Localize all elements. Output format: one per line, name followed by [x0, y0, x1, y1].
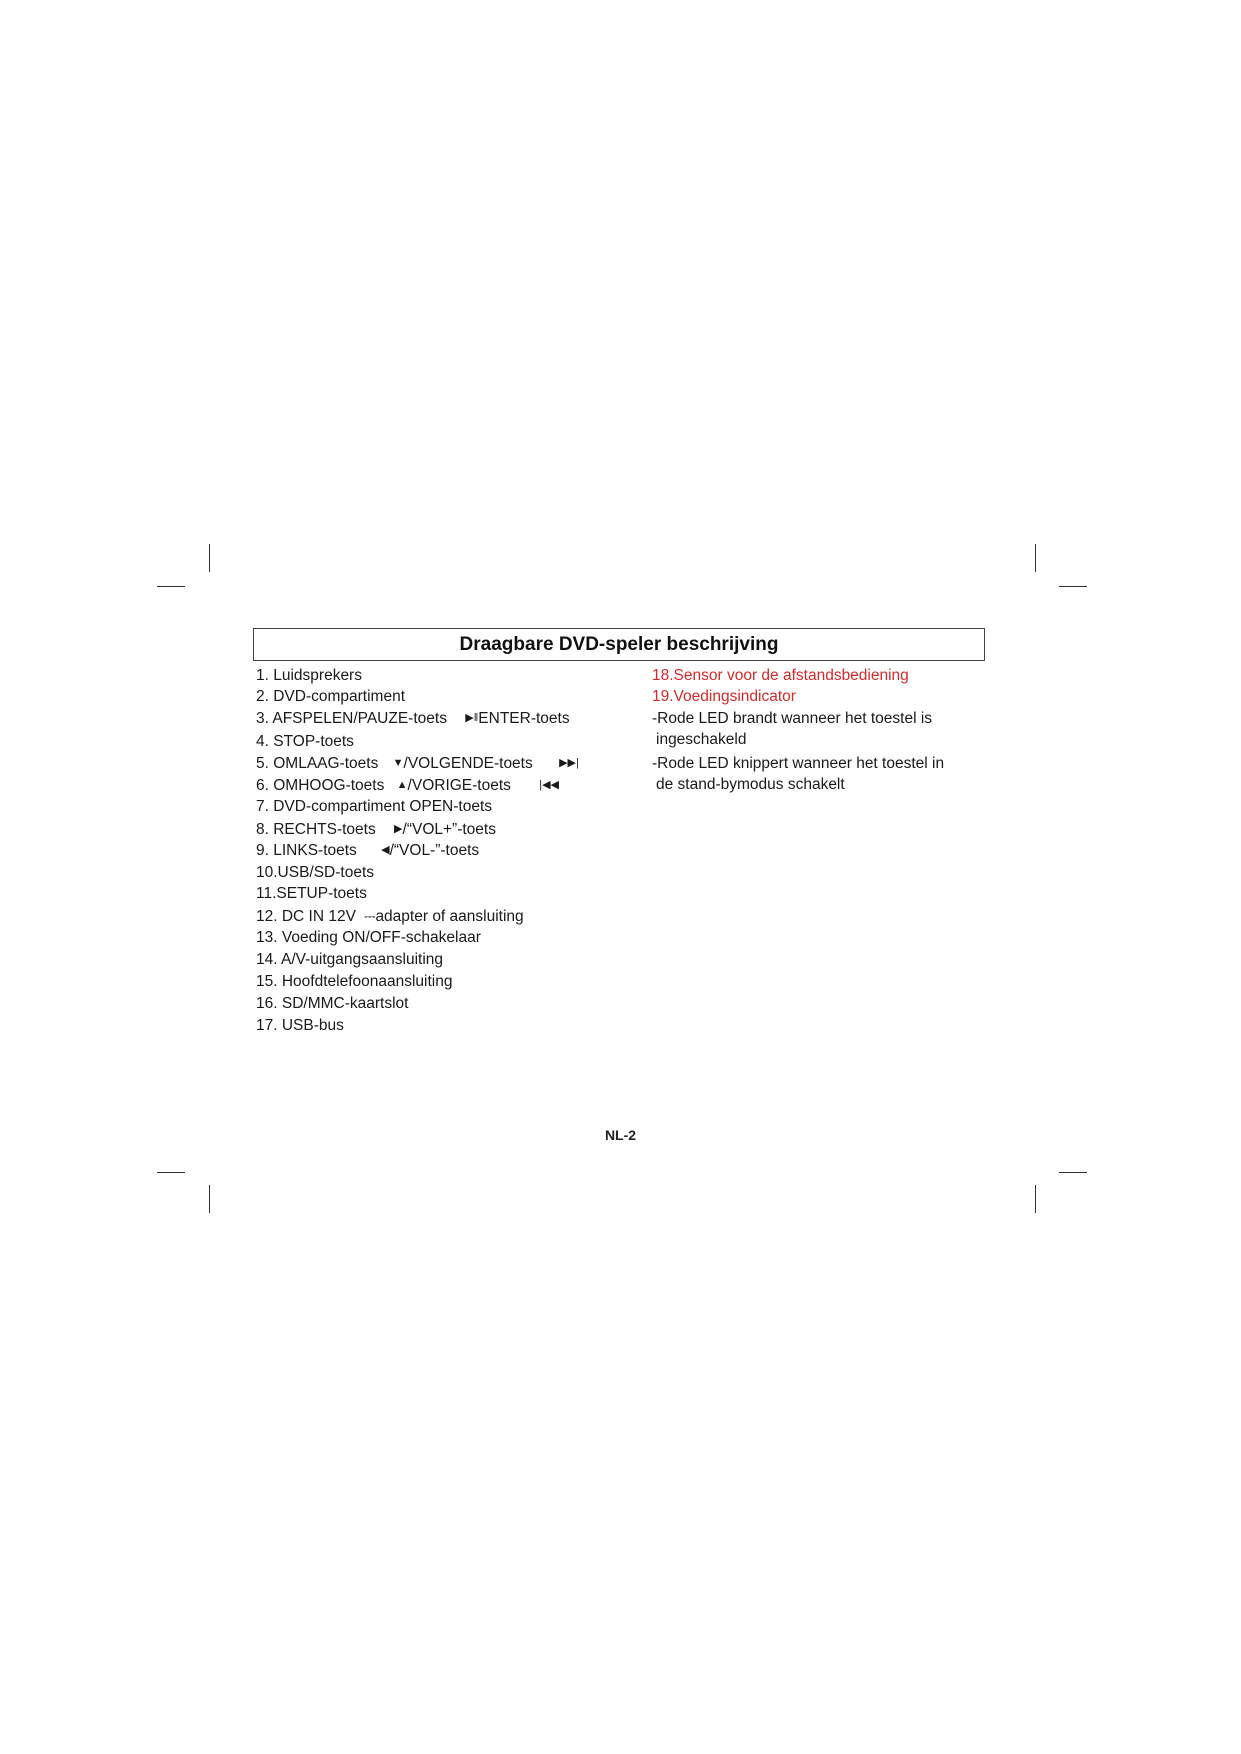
- list-item: 13. Voeding ON/OFF-schakelaar: [256, 929, 481, 946]
- list-item: 18.Sensor voor de afstandsbediening: [652, 667, 909, 684]
- list-item: 10.USB/SD-toets: [256, 864, 375, 881]
- list-item: -Rode LED knippert wanneer het toestel in: [652, 755, 945, 772]
- down-arrow-icon: ▼: [392, 757, 404, 769]
- list-item: 12. DC IN 12V ⎓adapter of aansluiting: [256, 908, 524, 926]
- list-item: 5. OMLAAG-toets ▼/VOLGENDE-toets ▶▶|: [256, 755, 579, 773]
- next-track-icon: ▶▶|: [559, 757, 579, 769]
- crop-mark: [157, 586, 185, 587]
- list-item: 11.SETUP-toets: [256, 885, 367, 902]
- list-item: 16. SD/MMC-kaartslot: [256, 995, 409, 1012]
- list-item: ingeschakeld: [656, 731, 747, 748]
- page-title: Draagbare DVD-speler beschrijving: [459, 633, 779, 655]
- crop-mark: [1059, 1172, 1087, 1173]
- page-number: NL-2: [604, 1127, 637, 1143]
- list-item: 19.Voedingsindicator: [652, 688, 796, 705]
- list-item: 15. Hoofdtelefoonaansluiting: [256, 973, 453, 990]
- list-item: 7. DVD-compartiment OPEN-toets: [256, 798, 493, 815]
- list-item: 2. DVD-compartiment: [256, 688, 406, 705]
- left-arrow-icon: ◀: [381, 844, 390, 856]
- list-item: 1. Luidsprekers: [256, 667, 362, 684]
- crop-mark: [1059, 586, 1087, 587]
- up-arrow-icon: ▲: [396, 779, 408, 791]
- list-item: 14. A/V-uitgangsaansluiting: [256, 951, 443, 968]
- crop-mark: [209, 1185, 210, 1213]
- list-item: 9. LINKS-toets ◀/“VOL-”-toets: [256, 842, 480, 860]
- crop-mark: [1035, 1185, 1036, 1213]
- previous-track-icon: |◀◀: [539, 779, 560, 791]
- list-item: 4. STOP-toets: [256, 733, 354, 750]
- list-item: -Rode LED brandt wanneer het toestel is: [652, 710, 933, 727]
- list-item: 8. RECHTS-toets ▶/“VOL+”-toets: [256, 821, 496, 839]
- dc-current-icon: ⎓: [364, 908, 376, 924]
- list-item: 3. AFSPELEN/PAUZE-toets ▶‖ENTER-toets: [256, 710, 570, 728]
- right-arrow-icon: ▶: [394, 823, 403, 835]
- list-item: 6. OMHOOG-toets ▲/VORIGE-toets |◀◀: [256, 777, 560, 795]
- crop-mark: [209, 544, 210, 572]
- title-box: [253, 628, 985, 661]
- play-pause-icon: ▶‖: [465, 712, 479, 724]
- crop-mark: [157, 1172, 185, 1173]
- list-item: 17. USB-bus: [256, 1017, 344, 1034]
- crop-mark: [1035, 544, 1036, 572]
- list-item: de stand-bymodus schakelt: [656, 776, 845, 793]
